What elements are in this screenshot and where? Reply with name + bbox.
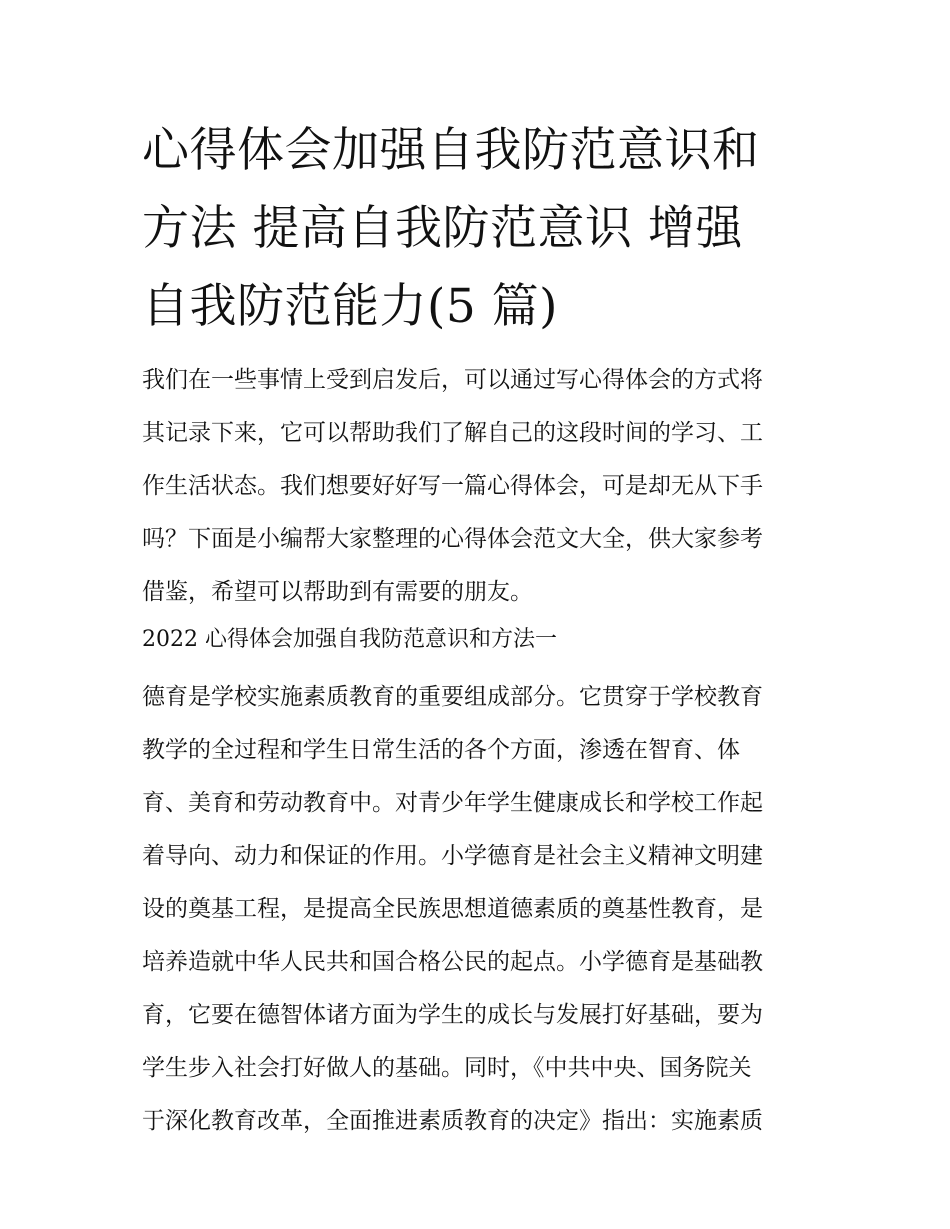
text-line: 吗？下面是小编帮大家整理的心得体会范文大全，供大家参考 xyxy=(142,526,763,552)
text-line: 其记录下来，它可以帮助我们了解自己的这段时间的学习、工 xyxy=(142,420,763,446)
text-line: 德育是学校实施素质教育的重要组成部分。它贯穿于学校教育 xyxy=(142,684,763,710)
title-line: 方法 提高自我防范意识 增强 xyxy=(142,201,743,256)
title-line: 心得体会加强自我防范意识和 xyxy=(142,123,760,178)
text-line: 育，它要在德智体诸方面为学生的成长与发展打好基础，要为 xyxy=(142,1002,763,1028)
text-line: 设的奠基工程，是提高全民族思想道德素质的奠基性教育，是 xyxy=(142,896,763,922)
text-line: 教学的全过程和学生日常生活的各个方面，渗透在智育、体 xyxy=(142,737,740,763)
text-line: 借鉴，希望可以帮助到有需要的朋友。 xyxy=(142,579,533,605)
document-title xyxy=(142,112,822,346)
text-line: 培养造就中华人民共和国合格公民的起点。小学德育是基础教 xyxy=(142,949,763,975)
text-line: 于深化教育改革，全面推进素质教育的决定》指出：实施素质 xyxy=(142,1108,763,1134)
text-line: 学生步入社会打好做人的基础。同时，《中共中央、国务院关 xyxy=(142,1055,752,1081)
text-line: 育、美育和劳动教育中。对青少年学生健康成长和学校工作起 xyxy=(142,790,763,816)
text-line: 作生活状态。我们想要好好写一篇心得体会，可是却无从下手 xyxy=(142,473,763,499)
title-line: 自我防范能力(5 篇) xyxy=(142,279,559,334)
text-line: 着导向、动力和保证的作用。小学德育是社会主义精神文明建 xyxy=(142,843,763,869)
section-heading: 2022 心得体会加强自我防范意识和方法一 xyxy=(142,627,557,652)
text-line: 我们在一些事情上受到启发后，可以通过写心得体会的方式将 xyxy=(142,367,763,393)
